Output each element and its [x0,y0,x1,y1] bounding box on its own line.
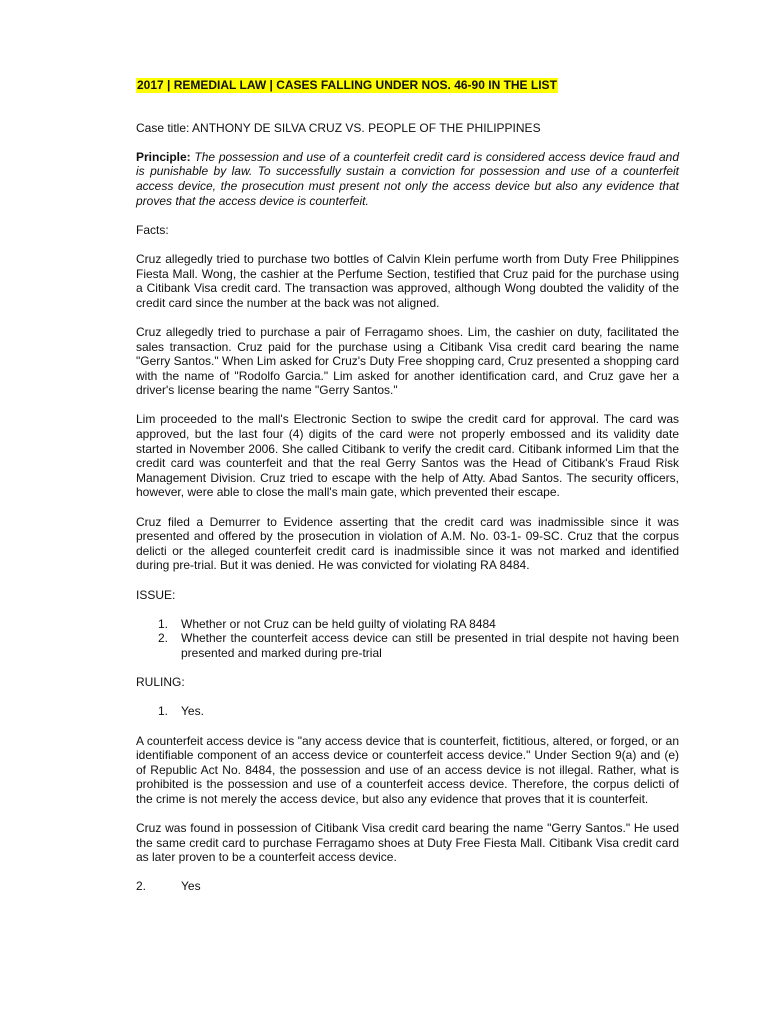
issue-item-text: Whether the counterfeit access device can still be presented in trial despite not having been presented and marked during pre-trial [181,631,679,660]
issue-item-text: Whether or not Cruz can be held guilty of violating RA 8484 [181,616,496,631]
ruling-list [136,704,679,719]
principle-paragraph [136,150,679,208]
ruling-paragraph-1: A counterfeit access device is "any access device that is counterfeit, fictitious, altered, or forged, or an identifiable component of an access device or counterfeit access device." Under Section 9(a) and (e) of Republic Act No. 8484, the possession and use of an access device is not illegal. Rather, what is prohibited is the possession and use of a counterfeit access device. Therefore, the corpus delicti of the crime is not merely the access device, but also any evidence that proves that it is counterfeit. [136,733,679,806]
ruling-item-2-number: 2. [136,879,147,894]
principle-text: The possession and use of a counterfeit credit card is considered access device fraud and is punishable by law. To successfully sustain a conviction for possession and use of a counterfeit access device, the prosecution must present not only the access device but also any evidence that proves that the access device is counterfeit. [136,149,679,208]
issue-list [136,617,679,661]
facts-paragraph-1: Cruz allegedly tried to purchase two bottles of Calvin Klein perfume worth from Duty Free Philippines Fiesta Mall. Wong, the cashier at the Perfume Section, testified that Cruz paid for the purchase using a Citibank Visa credit card. The transaction was approved, although Wong doubted the validity of the credit card since the number at the back was not aligned. [136,251,679,310]
facts-paragraph-2: Cruz allegedly tried to purchase a pair of Ferragamo shoes. Lim, the cashier on duty, facilitated the sales transaction. Cruz paid for the purchase using a Citibank Visa credit card bearing the name "Gerry Santos." When Lim asked for Cruz's Duty Free shopping card, Cruz presented a shopping card with the name of "Rodolfo Garcia." Lim asked for another identification card, and Cruz gave her a driver's license bearing the name "Gerry Santos." [136,324,679,398]
document-header: 2017 | REMEDIAL LAW | CASES FALLING UNDER NOS. 46-90 IN THE LIST [137,78,557,92]
ruling-item-1 [136,704,679,719]
facts-paragraph-3: Lim proceeded to the mall's Electronic Section to swipe the credit card for approval. The card was approved, but the last four (4) digits of the card were not properly embossed and its validity date started in November 2006. She called Citibank to verify the credit card. Citibank informed Lim that the credit card was counterfeit and that the real Gerry Santos was the Head of Citibank's Fraud Risk Management Division. Cruz tried to escape with the help of Atty. Abad Santos. The security officers, however, were able to close the mall's main gate, which prevented their escape. [136,412,679,500]
ruling-item-2-text: Yes [181,879,201,894]
issue-item-1 [136,617,679,632]
ruling-item-text: Yes. [181,704,204,719]
ruling-item-2 [136,879,679,894]
case-title: Case title: ANTHONY DE SILVA CRUZ VS. PEOPLE OF THE PHILIPPINES [136,120,541,135]
issue-item-number: 2. [158,631,169,646]
facts-paragraph-4: Cruz filed a Demurrer to Evidence asserting that the credit card was inadmissible since it was presented and offered by the prosecution in violation of A.M. No. 03-1- 09-SC. Cruz that the corpus delicti or the alleged counterfeit credit card is inadmissible since it was not marked and identified during pre-trial. But it was denied. He was convicted for violating RA 8484. [136,514,679,573]
ruling-label: RULING: [136,675,185,690]
principle-label: Principle: [136,149,191,164]
issue-item-2 [136,631,679,660]
issue-item-number: 1. [158,616,169,631]
ruling-item-number: 1. [158,704,169,719]
issue-label: ISSUE: [136,587,176,602]
facts-label: Facts: [136,222,169,237]
ruling-paragraph-2: Cruz was found in possession of Citibank Visa credit card bearing the name "Gerry Santos." He used the same credit card to purchase Ferragamo shoes at Duty Free Fiesta Mall. Citibank Visa credit card as later proven to be a counterfeit access device. [136,821,679,865]
